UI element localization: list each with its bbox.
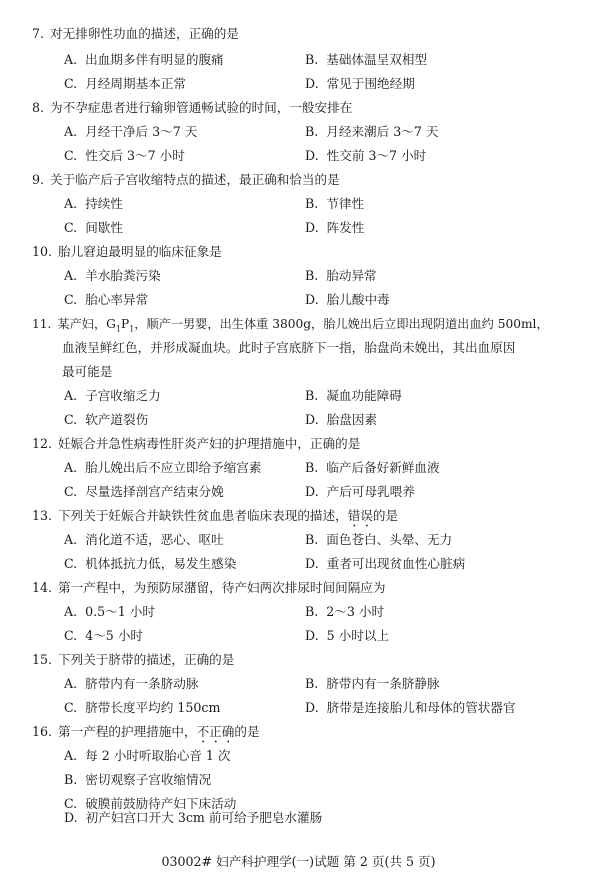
question-9-option-a: A. 持续性 — [64, 196, 123, 211]
question-15-option-b: B. 脐带内有一条脐静脉 — [305, 676, 440, 691]
question-7-option-d: D. 常见于围绝经期 — [305, 76, 415, 91]
question-9-option-b: B. 节律性 — [305, 196, 365, 211]
question-7-option-c: C. 月经周期基本正常 — [64, 76, 186, 91]
question-7-option-a: A. 出血期多伴有明显的腹痛 — [64, 52, 224, 67]
question-11-stem: 11. 某产妇，$G_1P_1$，顺产一男婴，出生体重 3800g，胎儿娩出后立即出现阴道出血约 500ml， — [32, 317, 549, 334]
question-14-option-a: A. 0.5～1 小时 — [64, 604, 155, 619]
question-11-stem-line-2: 血液呈鲜红色，并形成凝血块。此时子宫底脐下一指，胎盘尚未娩出，其出血原因 — [62, 340, 516, 355]
question-10-option-a: A. 羊水胎粪污染 — [64, 268, 161, 283]
question-8-option-b: B. 月经来潮后 3～7 天 — [305, 124, 439, 139]
question-12-option-c: C. 尽量选择剖宫产结束分娩 — [64, 484, 224, 499]
question-11-option-b: B. 凝血功能障碍 — [305, 388, 402, 403]
question-10-stem: 10. 胎儿窘迫最明显的临床征象是 — [32, 244, 222, 259]
question-16-stem: 16. 第一产程的护理措施中，不正确的是 — [32, 724, 260, 739]
question-15-option-c: C. 脐带长度平均约 150cm — [64, 700, 221, 715]
question-12-option-a: A. 胎儿娩出后不应立即给予缩宫素 — [64, 460, 262, 475]
question-11-stem-line-3: 最可能是 — [62, 364, 113, 379]
question-8-option-a: A. 月经干净后 3～7 天 — [64, 124, 198, 139]
question-16-option-d: D. 初产妇宫口开大 3cm 前可给予肥皂水灌肠 — [64, 810, 323, 825]
question-12-stem: 12. 妊娠合并急性病毒性肝炎产妇的护理措施中，正确的是 — [32, 436, 361, 451]
question-14-option-d: D. 5 小时以上 — [305, 628, 390, 643]
question-7-option-b: B. 基础体温呈双相型 — [305, 52, 428, 67]
emphasis-mark: 不正确 — [196, 724, 235, 739]
question-10-option-d: D. 胎儿酸中毒 — [305, 292, 390, 307]
question-15-option-a: A. 脐带内有一条脐动脉 — [64, 676, 199, 691]
question-11-option-d: D. 胎盘因素 — [305, 412, 378, 427]
question-8-option-c: C. 性交后 3～7 小时 — [64, 148, 185, 163]
question-14-option-b: B. 2～3 小时 — [305, 604, 385, 619]
question-16-option-c: C. 破膜前鼓励待产妇下床活动 — [64, 796, 237, 811]
question-10-option-c: C. 胎心率异常 — [64, 292, 149, 307]
question-14-option-c: C. 4～5 小时 — [64, 628, 144, 643]
emphasis-mark: 错误 — [347, 508, 373, 523]
question-15-stem: 15. 下列关于脐带的描述，正确的是 — [32, 652, 235, 667]
question-13-option-d: D. 重者可出现贫血性心脏病 — [305, 556, 466, 571]
question-11-option-c: C. 软产道裂伤 — [64, 412, 149, 427]
question-15-option-d: D. 脐带是连接胎儿和母体的管状器官 — [305, 700, 516, 715]
question-13-option-a: A. 消化道不适，恶心、呕吐 — [64, 532, 224, 547]
question-16-option-a: A. 每 2 小时听取胎心音 1 次 — [64, 748, 231, 763]
question-8-stem: 8. 为不孕症患者进行输卵管通畅试验的时间，一般安排在 — [32, 100, 353, 115]
question-7-stem: 7. 对无排卵性功血的描述，正确的是 — [32, 26, 239, 41]
question-13-option-b: B. 面色苍白、头晕、无力 — [305, 532, 453, 547]
question-8-option-d: D. 性交前 3～7 小时 — [305, 148, 427, 163]
question-12-option-b: B. 临产后备好新鲜血液 — [305, 460, 440, 475]
question-11-option-a: A. 子宫收缩乏力 — [64, 388, 161, 403]
question-12-option-d: D. 产后可母乳喂养 — [305, 484, 415, 499]
question-9-option-d: D. 阵发性 — [305, 220, 365, 235]
question-10-option-b: B. 胎动异常 — [305, 268, 377, 283]
question-13-stem: 13. 下列关于妊娠合并缺铁性贫血患者临床表现的描述，错误的是 — [32, 508, 399, 523]
question-16-option-b: B. 密切观察子宫收缩情况 — [64, 772, 212, 787]
question-13-option-c: C. 机体抵抗力低，易发生感染 — [64, 556, 237, 571]
question-9-option-c: C. 间歇性 — [64, 220, 123, 235]
question-14-stem: 14. 第一产程中，为预防尿潴留，待产妇两次排尿时间间隔应为 — [32, 580, 386, 595]
question-9-stem: 9. 关于临产后子宫收缩特点的描述，最正确和恰当的是 — [32, 172, 340, 187]
page-footer: 03002# 妇产科护理学(一)试题 第 2 页(共 5 页) — [161, 854, 436, 869]
